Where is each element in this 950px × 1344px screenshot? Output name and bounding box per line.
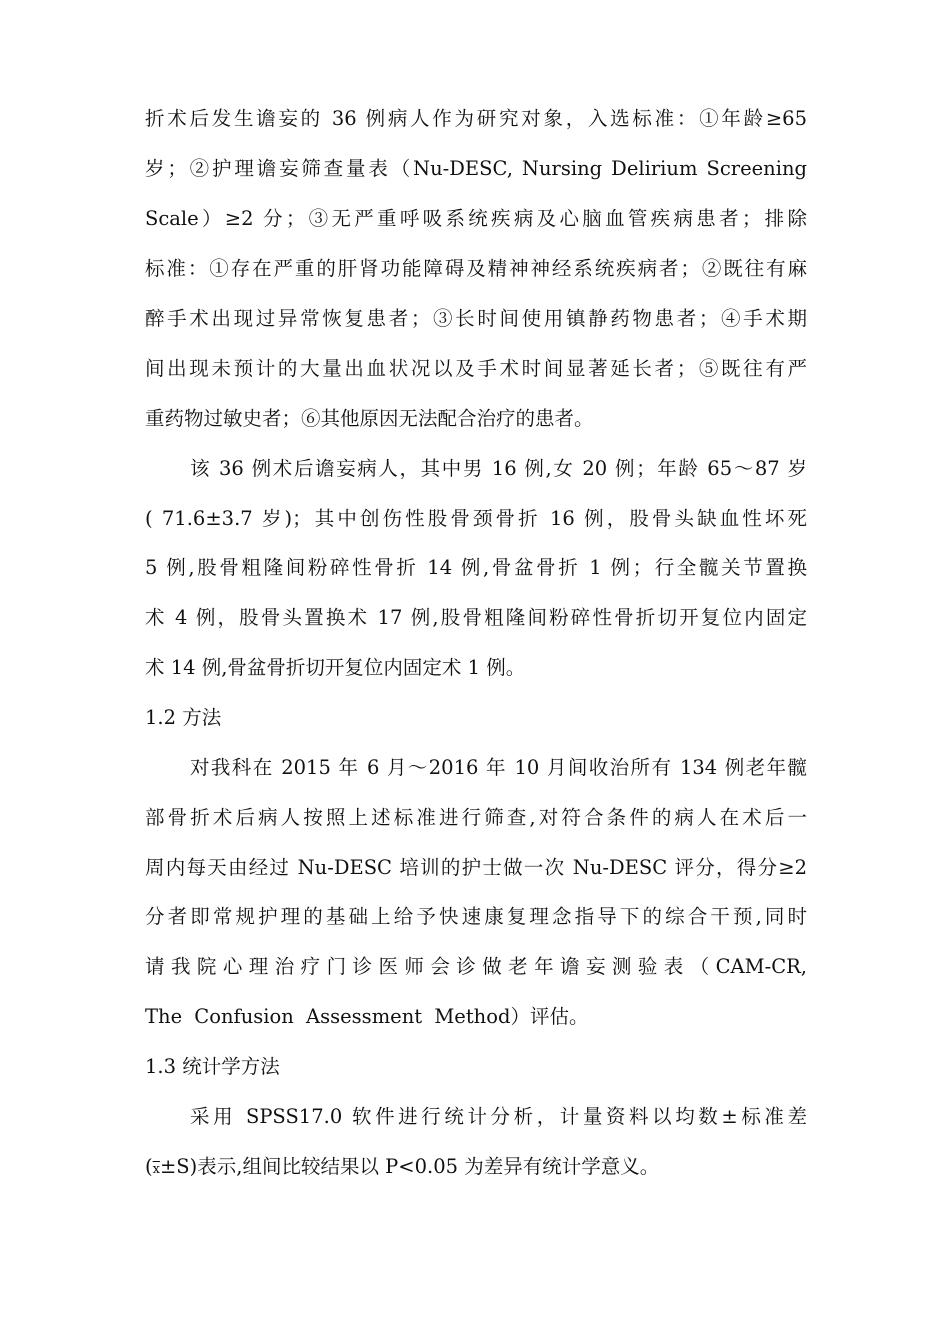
paragraph-3-line-5: 请我院心理治疗门诊医师会诊做老年谵妄测验表（CAM-CR, (145, 955, 807, 978)
section-heading-1-2: 1.2 方法 (145, 706, 222, 729)
paragraph-3-line-6: The Confusion Assessment Method）评估。 (145, 1005, 589, 1028)
paragraph-4-line-1: 采用 SPSS17.0 软件进行统计分析，计量资料以均数±标准差 (190, 1105, 807, 1128)
paragraph-3-line-4: 分者即常规护理的基础上给予快速康复理念指导下的综合干预,同时 (145, 905, 807, 928)
paragraph-3-line-2: 部骨折术后病人按照上述标准进行筛查,对符合条件的病人在术后一 (145, 806, 807, 829)
paragraph-1-line-2: 岁；②护理谵妄筛查量表（Nu-DESC, Nursing Delirium Screening (145, 157, 807, 180)
paragraph-1-line-3: Scale）≥2 分；③无严重呼吸系统疾病及心脑血管疾病患者；排除 (145, 207, 807, 230)
paragraph-1-line-6: 间出现未预计的大量出血状况以及手术时间显著延长者；⑤既往有严 (145, 357, 807, 380)
paragraph-3-line-1: 对我科在 2015 年 6 月～2016 年 10 月间收治所有 134 例老年髋 (190, 756, 807, 779)
paragraph-4-line-2-text: ±S)表示,组间比较结果以 P<0.05 为差异有统计学意义。 (159, 1155, 660, 1178)
open-parenthesis: ( (145, 1155, 153, 1178)
paragraph-1-line-4: 标准：①存在严重的肝肾功能障碍及精神神经系统疾病者；②既往有麻 (145, 257, 807, 280)
paragraph-2-line-2: ( 71.6±3.7 岁)；其中创伤性股骨颈骨折 16 例，股骨头缺血性坏死 (145, 507, 807, 530)
paragraph-3-line-3: 周内每天由经过 Nu-DESC 培训的护士做一次 Nu-DESC 评分，得分≥2 (145, 856, 807, 879)
paragraph-1-line-5: 醉手术出现过异常恢复患者；③长时间使用镇静药物患者；④手术期 (145, 307, 807, 330)
mean-x-bar-symbol: $\overline{x}$ (152, 1162, 160, 1177)
section-heading-1-3: 1.3 统计学方法 (145, 1055, 280, 1078)
paragraph-2-line-1: 该 36 例术后谵妄病人，其中男 16 例,女 20 例；年龄 65～87 岁 (190, 457, 807, 480)
paragraph-2-line-5: 术 14 例,骨盆骨折切开复位内固定术 1 例。 (145, 656, 526, 679)
paragraph-2-line-4: 术 4 例，股骨头置换术 17 例,股骨粗隆间粉碎性骨折切开复位内固定 (145, 606, 807, 629)
paragraph-1-line-1: 折术后发生谵妄的 36 例病人作为研究对象，入选标准：①年龄≥65 (145, 107, 807, 130)
paragraph-4-line-2 (145, 1150, 807, 1184)
paragraph-1-line-7: 重药物过敏史者；⑥其他原因无法配合治疗的患者。 (145, 407, 594, 430)
paragraph-2-line-3: 5 例,股骨粗隆间粉碎性骨折 14 例,骨盆骨折 1 例；行全髋关节置换 (145, 556, 807, 579)
